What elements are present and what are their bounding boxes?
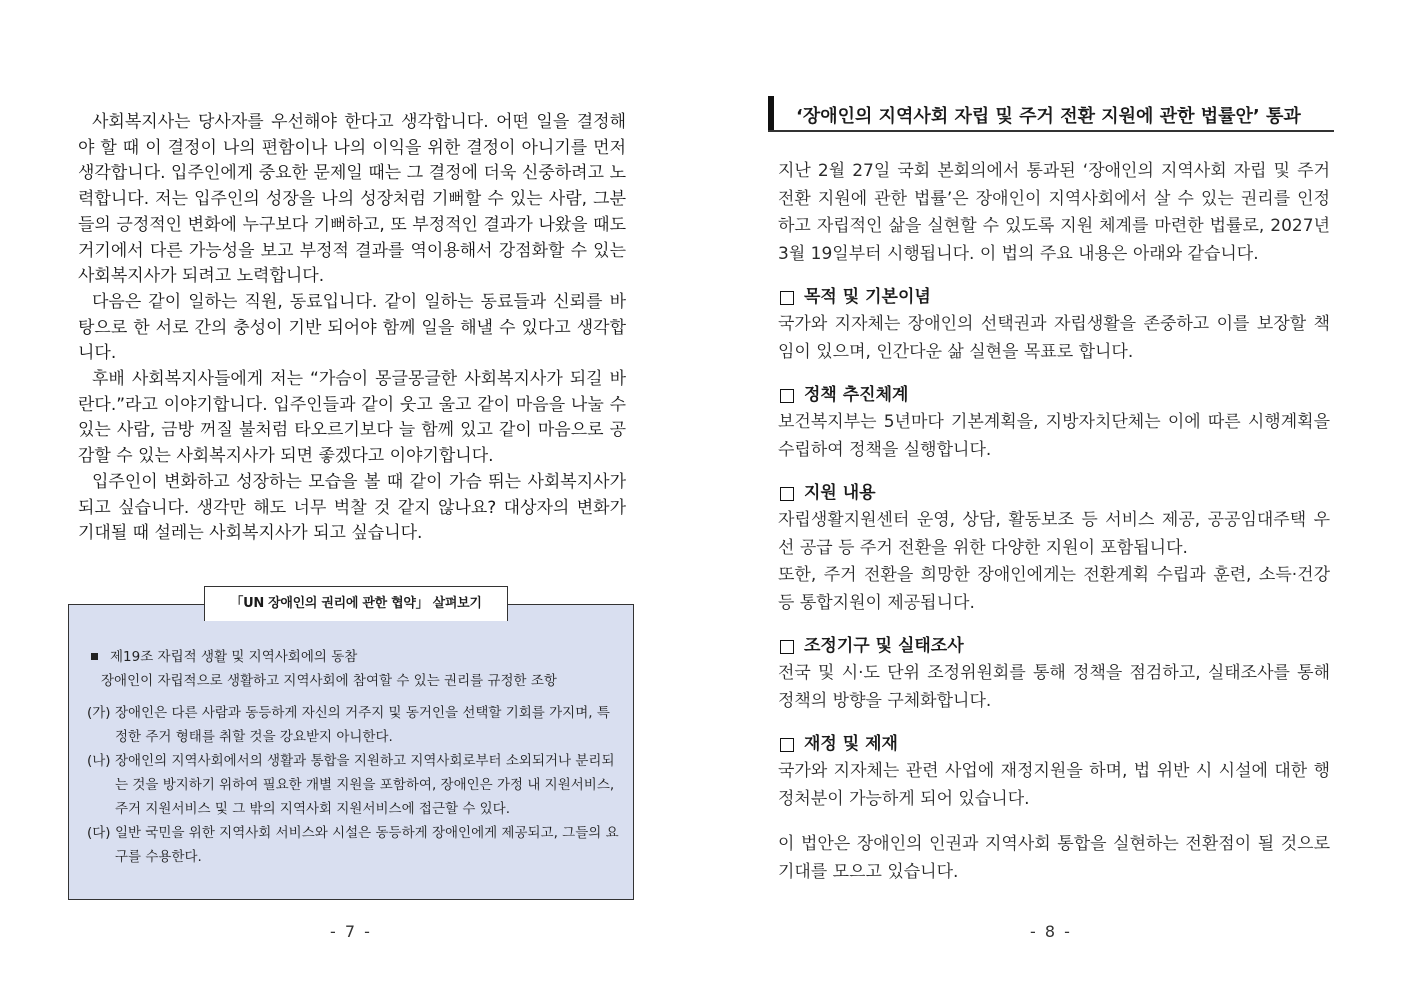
section-heading	[778, 382, 1330, 409]
clause-text: 장애인은 다른 사람과 동등하게 자신의 거주지 및 동거인을 선택할 기회를 가지며, 특정한 주거 형태를 취할 것을 강요받지 아니한다.	[115, 705, 610, 745]
section-support	[778, 480, 1330, 617]
clause-text: 일반 국민을 위한 지역사회 서비스와 시설은 동등하게 장애인에게 제공되고, 그들의 요구를 수용한다.	[115, 825, 619, 865]
section-heading-text: 재정 및 제재	[804, 734, 898, 754]
un-convention-box-body	[68, 604, 634, 900]
section-heading	[778, 480, 1330, 507]
un-convention-box	[68, 586, 634, 900]
article-title: ‘장애인의 지역사회 자립 및 주거 전환 지원에 관한 법률안’ 통과	[796, 106, 1301, 127]
section-heading-text: 목적 및 기본이념	[804, 287, 931, 307]
section-heading-text: 지원 내용	[804, 483, 876, 503]
section-heading	[778, 284, 1330, 311]
checkbox-square-icon	[780, 487, 794, 501]
checkbox-square-icon	[780, 291, 794, 305]
section-body-extra: 또한, 주거 전환을 희망한 장애인에게는 전환계획 수립과 훈련, 소득·건강 등 통합지원이 제공됩니다.	[778, 565, 1330, 613]
un-convention-box-title: 「UN 장애인의 권리에 관한 협약」 살펴보기	[204, 586, 508, 621]
page-number-left: - 7 -	[330, 922, 372, 941]
clause-item	[87, 749, 621, 821]
section-purpose	[778, 284, 1330, 366]
section-heading-text: 조정기구 및 실태조사	[804, 636, 964, 656]
clause-marker: (나)	[87, 753, 111, 769]
title-accent-bar	[768, 96, 774, 130]
checkbox-square-icon	[780, 640, 794, 654]
section-body: 보건복지부는 5년마다 기본계획을, 지방자치단체는 이에 따른 시행계획을 수립하여 정책을 실행합니다.	[778, 412, 1330, 460]
section-body: 국가와 지자체는 장애인의 선택권과 자립생활을 존중하고 이를 보장할 책임이 있으며, 인간다운 삶 실현을 목표로 합니다.	[778, 314, 1330, 362]
un-convention-content	[87, 645, 621, 869]
checkbox-square-icon	[780, 389, 794, 403]
clause-item	[87, 701, 621, 749]
clause-text: 장애인의 지역사회에서의 생활과 통합을 지원하고 지역사회로부터 소외되거나 분리되는 것을 방지하기 위하여 필요한 개별 지원을 포함하여, 장애인은 가정 내 지원서비스, 주거 지원서비스 및 그 밖의 지역사회 지원서비스에 접근할 수 있다.	[115, 753, 615, 817]
section-heading-text: 정책 추진체계	[804, 385, 909, 405]
checkbox-square-icon	[780, 738, 794, 752]
essay-paragraph: 입주인이 변화하고 성장하는 모습을 볼 때 같이 가슴 뛰는 사회복지사가 되고 싶습니다. 생각만 해도 너무 벅찰 것 같지 않나요? 대상자의 변화가 기대될 때 설레는 사회복지사가 되고 싶습니다.	[78, 471, 626, 544]
essay-body	[78, 110, 626, 547]
section-heading	[778, 731, 1330, 758]
article-closing: 이 법안은 장애인의 인권과 지역사회 통합을 실현하는 전환점이 될 것으로 기대를 모으고 있습니다.	[778, 834, 1330, 882]
square-bullet-icon	[91, 653, 98, 660]
section-coordination	[778, 633, 1330, 715]
article-intro: 지난 2월 27일 국회 본회의에서 통과된 ‘장애인의 지역사회 자립 및 주거 전환 지원에 관한 법률’은 장애인이 지역사회에서 살 수 있는 권리를 인정하고 자립적인 삶을 실현할 수 있도록 지원 체계를 마련한 법률로, 2027년 3월 19일부터 시행됩니다. 이 법의 주요 내용은 아래와 같습니다.	[778, 161, 1330, 264]
clause-item	[87, 821, 621, 869]
clause-marker: (가)	[87, 705, 111, 721]
section-body: 국가와 지자체는 관련 사업에 재정지원을 하며, 법 위반 시 시설에 대한 행정처분이 가능하게 되어 있습니다.	[778, 761, 1330, 809]
page-number-right: - 8 -	[1030, 922, 1072, 941]
section-finance	[778, 731, 1330, 813]
section-body: 자립생활지원센터 운영, 상담, 활동보조 등 서비스 제공, 공공임대주택 우선 공급 등 주거 전환을 위한 다양한 지원이 포함됩니다.	[778, 510, 1330, 558]
section-policy-system	[778, 382, 1330, 464]
section-body: 전국 및 시·도 단위 조정위원회를 통해 정책을 점검하고, 실태조사를 통해 정책의 방향을 구체화합니다.	[778, 663, 1330, 711]
article-description: 장애인이 자립적으로 생활하고 지역사회에 참여할 수 있는 권리를 규정한 조항	[101, 673, 557, 689]
article-title-bar	[768, 90, 1334, 132]
section-heading	[778, 633, 1330, 660]
clause-marker: (다)	[87, 825, 111, 841]
article-heading	[87, 645, 621, 669]
law-article	[778, 90, 1330, 886]
essay-paragraph: 후배 사회복지사들에게 저는 “가슴이 몽글몽글한 사회복지사가 되길 바란다.”라고 이야기합니다. 입주인들과 같이 웃고 울고 같이 마음을 나눌 수 있는 사람, 금방 꺼질 불처럼 타오르기보다 늘 함께 있고 같이 마음으로 공감할 수 있는 사회복지사가 되면 좋겠다고 이야기합니다.	[78, 369, 626, 467]
article-title: 제19조 자립적 생활 및 지역사회에의 동참	[110, 649, 358, 665]
essay-paragraph: 다음은 같이 일하는 직원, 동료입니다. 같이 일하는 동료들과 신뢰를 바탕으로 한 서로 간의 충성이 기반 되어야 함께 일을 해낼 수 있다고 생각합니다.	[78, 291, 626, 364]
essay-paragraph: 사회복지사는 당사자를 우선해야 한다고 생각합니다. 어떤 일을 결정해야 할 때 이 결정이 나의 편함이나 나의 이익을 위한 결정이 아니기를 먼저 생각합니다. 입주인에게 중요한 문제일 때는 그 결정에 더욱 신중하려고 노력합니다. 저는 입주인의 성장을 나의 성장처럼 기뻐할 수 있는 사람, 그분들의 긍정적인 변화에 누구보다 기뻐하고, 또 부정적인 결과가 나왔을 때도 거기에서 다른 가능성을 보고 부정적 결과를 역이용해서 강점화할 수 있는 사회복지사가 되려고 노력합니다.	[78, 112, 626, 287]
